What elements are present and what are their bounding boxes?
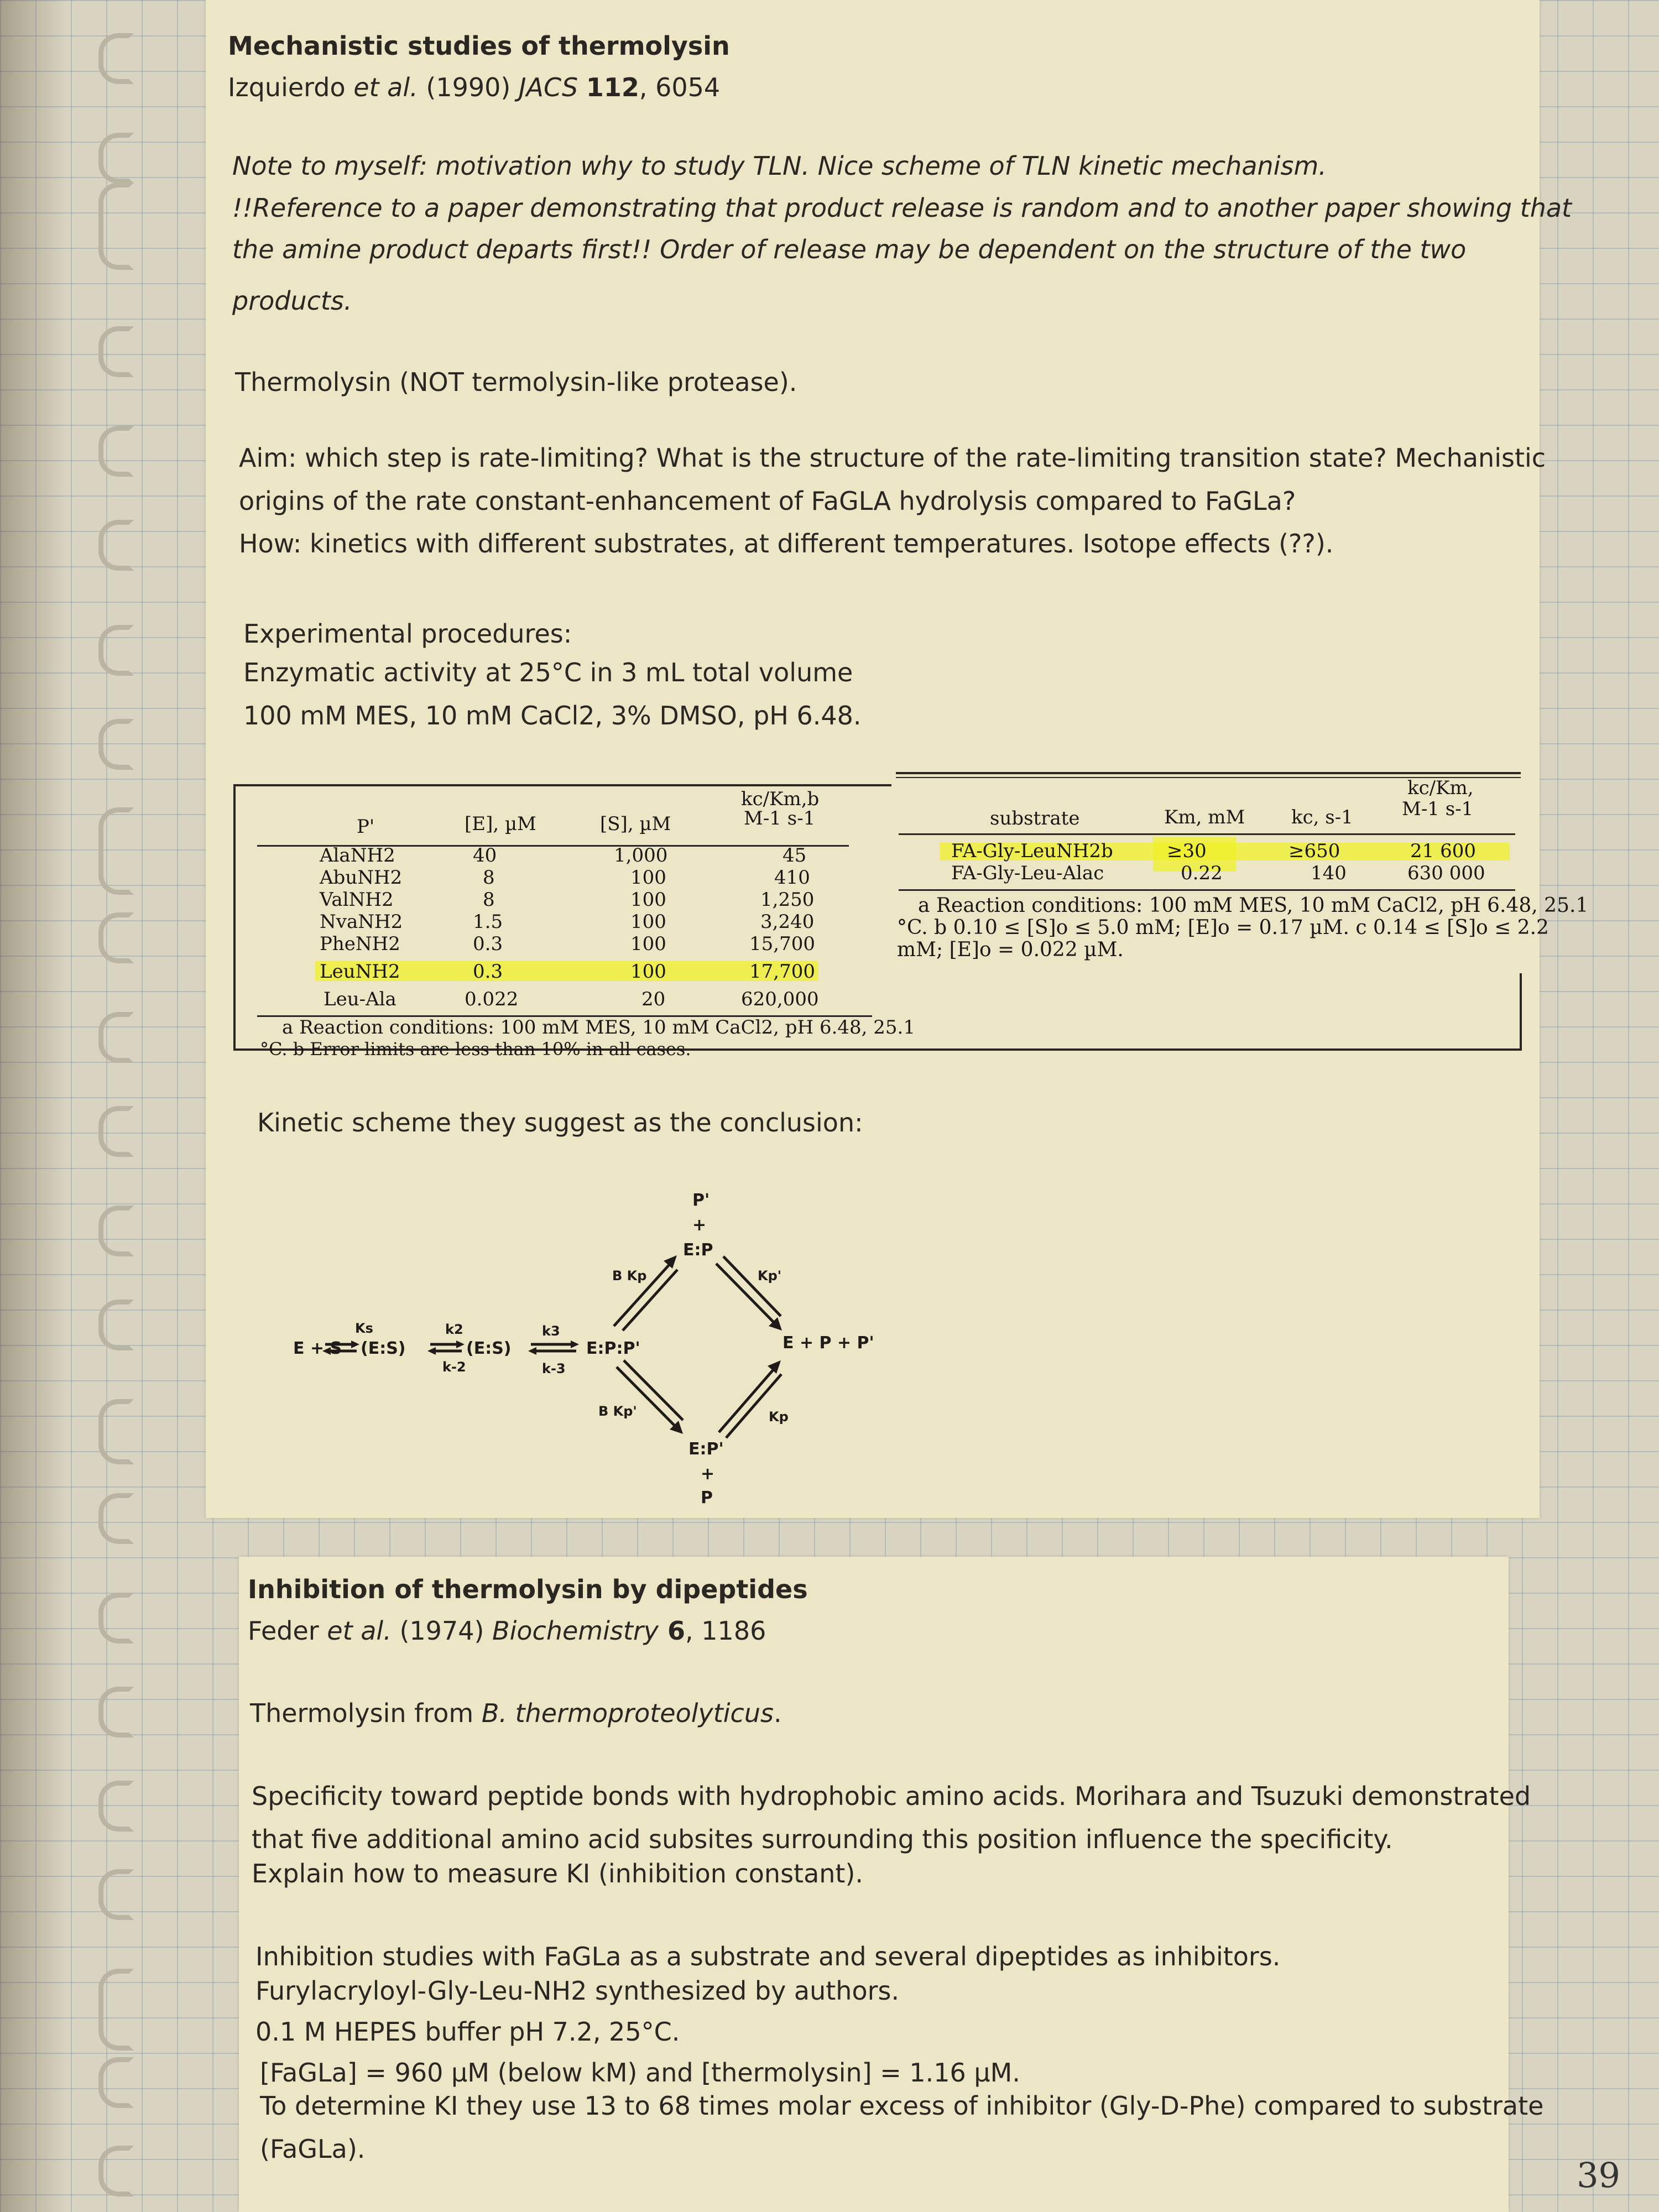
table1-footnote-line1: a Reaction conditions: 100 mM MES, 10 mM CaCl2, pH 6.48, 25.1 [282, 1016, 915, 1039]
thermolysin-line: Thermolysin (NOT termolysin-like protease). [235, 367, 797, 397]
binder-ring [98, 1012, 134, 1063]
table-cell: 40 [473, 844, 497, 867]
table2-footnote-line1: a Reaction conditions: 100 mM MES, 10 mM CaCl2, pH 6.48, 25.1 [918, 894, 1589, 917]
table1-header-p: P' [357, 816, 375, 838]
table-cell: 21 600 [1410, 840, 1476, 862]
table-cell: 620,000 [741, 988, 819, 1010]
how-line: How: kinetics with different substrates, at different temperatures. Isotope effects (??). [239, 529, 1334, 559]
table-cell: 100 [630, 889, 666, 911]
kinetic-scheme-diagram [276, 1178, 912, 1515]
table-cell: 100 [630, 911, 666, 933]
binder-ring [98, 1869, 134, 1920]
scheme-e-plus-s: E + S [293, 1339, 342, 1358]
scheme-plus-top: + [692, 1215, 707, 1235]
scheme-epp: E:P:P' [586, 1339, 640, 1358]
scheme-p-bottom: P [701, 1488, 713, 1507]
scheme-bkp: B Kp [612, 1268, 647, 1284]
table1-header-kckm: kc/Km,b [741, 788, 820, 810]
paper1-citation: Izquierdo et al. (1990) JACS 112, 6054 [228, 72, 721, 102]
spec-line-3: Explain how to measure KI (inhibition constant). [252, 1859, 864, 1888]
spec-line-1: Specificity toward peptide bonds with hydrophobic amino acids. Morihara and Tsuzuki demonstrated [252, 1781, 1531, 1811]
table-cell: ≥650 [1288, 840, 1340, 862]
table-cell: 45 [782, 844, 807, 867]
source-line: Thermolysin from B. thermoproteolyticus. [250, 1698, 782, 1728]
table-cell: 0.3 [473, 961, 503, 983]
exp-title: Experimental procedures: [243, 619, 572, 649]
table-cell: 3,240 [760, 911, 815, 933]
binder-ring [98, 182, 134, 270]
table1-header-s: [S], µM [600, 813, 671, 835]
scheme-e-plus-p-plus-p-prime: E + P + P' [782, 1333, 874, 1353]
binder-ring [98, 912, 134, 963]
table2-footnote-line2: °C. b 0.10 ≤ [S]o ≤ 5.0 mM; [E]o = 0.17 µM. c 0.14 ≤ [S]o ≤ 2.2 [897, 916, 1549, 939]
table-cell: 8 [483, 867, 495, 889]
table2-header-units: M-1 s-1 [1402, 798, 1474, 820]
binder-ring [98, 1687, 134, 1738]
binder-ring [98, 719, 134, 770]
inhibition-line-3: 0.1 M HEPES buffer pH 7.2, 25°C. [255, 2017, 680, 2047]
note-line-4: products. [232, 286, 352, 316]
scheme-ep-top: E:P [683, 1240, 713, 1260]
table-row: LeuNH2 [320, 961, 400, 983]
table-cell: 140 [1311, 862, 1347, 884]
table1-footnote-line2: °C. b Error limits are less than 10% in all cases. [260, 1039, 691, 1060]
binder-ring [98, 1969, 134, 2051]
table2-header-kc: kc, s-1 [1291, 806, 1353, 828]
inhibition-line-4: [FaGLa] = 960 µM (below kM) and [thermolysin] = 1.16 µM. [260, 2058, 1020, 2088]
binder-ring [98, 1781, 134, 1832]
table-row: AlaNH2 [320, 844, 395, 867]
scheme-p-prime-top: P' [692, 1191, 710, 1210]
table-cell: 20 [641, 988, 666, 1010]
scheme-bkp-prime: B Kp' [598, 1404, 637, 1419]
inhibition-line-6: (FaGLa). [260, 2134, 366, 2164]
spec-line-2: that five additional amino acid subsites surrounding this position influence the specificity. [252, 1824, 1393, 1854]
table1-header-units: M-1 s-1 [744, 807, 816, 830]
aim-line-2: origins of the rate constant-enhancement of FaGLA hydrolysis compared to FaGLa? [239, 486, 1296, 516]
table-cell: 1.5 [473, 911, 503, 933]
note-line-3: the amine product departs first!! Order of release may be dependent on the structure of the two [232, 234, 1467, 264]
scheme-plus-bottom: + [701, 1464, 715, 1484]
binder-ring [98, 426, 134, 477]
table-cell: 0.22 [1181, 862, 1223, 884]
binder-ring [98, 33, 134, 84]
table-row: NvaNH2 [320, 911, 403, 933]
scheme-kp-prime: Kp' [758, 1268, 782, 1284]
binder-ring [98, 520, 134, 571]
table-cell: 17,700 [749, 961, 815, 983]
binder-ring [98, 807, 134, 895]
binder-ring [98, 2146, 134, 2197]
exp-line-1: Enzymatic activity at 25°C in 3 mL total volume [243, 658, 853, 687]
binder-ring [98, 326, 134, 377]
scheme-k-minus-2: k-2 [442, 1359, 466, 1375]
table-row: Leu-Ala [324, 988, 397, 1010]
scheme-es2: (E:S) [466, 1339, 512, 1358]
paper2-citation: Feder et al. (1974) Biochemistry 6, 1186 [248, 1616, 766, 1646]
binder-ring [98, 133, 134, 184]
table-cell: 410 [774, 867, 810, 889]
scheme-caption: Kinetic scheme they suggest as the conclusion: [257, 1108, 863, 1138]
table-cell: 0.022 [465, 988, 519, 1010]
paper2-title: Inhibition of thermolysin by dipeptides [248, 1574, 808, 1604]
table-cell: 15,700 [749, 933, 815, 955]
table-cell: 0.3 [473, 933, 503, 955]
binder-ring [98, 2057, 134, 2108]
scheme-k3: k3 [542, 1323, 560, 1339]
table2-header-km: Km, mM [1164, 806, 1245, 828]
table-row: FA-Gly-LeuNH2b [951, 840, 1113, 862]
note-line-2: !!Reference to a paper demonstrating that product release is random and to another paper showing that [232, 193, 1572, 223]
binder-ring [98, 1300, 134, 1350]
binder-ring [98, 1106, 134, 1157]
table2-footnote-line3: mM; [E]o = 0.022 µM. [897, 938, 1124, 961]
scheme-k-minus-3: k-3 [542, 1361, 566, 1376]
scheme-k2: k2 [445, 1322, 463, 1337]
scheme-es1: (E:S) [361, 1339, 406, 1358]
inhibition-line-2: Furylacryloyl-Gly-Leu-NH2 synthesized by authors. [255, 1976, 900, 2006]
binder-ring [98, 1399, 134, 1464]
inhibition-line-5: To determine KI they use 13 to 68 times molar excess of inhibitor (Gly-D-Phe) compared to substrate [260, 2091, 1544, 2121]
binder-ring [98, 625, 134, 676]
table-row: FA-Gly-Leu-Alac [951, 862, 1104, 884]
table-row: PheNH2 [320, 933, 400, 955]
table-cell: 100 [630, 933, 666, 955]
table-row: AbuNH2 [320, 867, 403, 889]
binder-ring [98, 1206, 134, 1256]
table-cell: 8 [483, 889, 495, 911]
aim-line-1: Aim: which step is rate-limiting? What is the structure of the rate-limiting transition state? Mechanistic [239, 443, 1546, 473]
binder-ring [98, 1593, 134, 1644]
exp-line-2: 100 mM MES, 10 mM CaCl2, 3% DMSO, pH 6.48. [243, 701, 862, 731]
note-line-1: Note to myself: motivation why to study TLN. Nice scheme of TLN kinetic mechanism. [232, 151, 1327, 181]
scheme-ep-bottom: E:P' [688, 1439, 724, 1459]
table-cell: 1,000 [614, 844, 668, 867]
table-cell: ≥30 [1167, 840, 1207, 862]
binder-shadow [0, 0, 66, 2212]
table-row: ValNH2 [320, 889, 394, 911]
page-number: 39 [1577, 2155, 1620, 2195]
table-cell: 100 [630, 961, 666, 983]
table-cell: 1,250 [760, 889, 815, 911]
table1-header-e: [E], µM [465, 813, 536, 835]
table-cell: 100 [630, 867, 666, 889]
table2-header-kckm: kc/Km, [1407, 777, 1474, 799]
table2-header-substrate: substrate [990, 807, 1080, 830]
table-cell: 630 000 [1407, 862, 1485, 884]
scheme-ks: Ks [355, 1321, 373, 1336]
binder-ring [98, 1493, 134, 1544]
paper1-title: Mechanistic studies of thermolysin [228, 31, 730, 61]
inhibition-line-1: Inhibition studies with FaGLa as a substrate and several dipeptides as inhibitors. [255, 1942, 1281, 1971]
scheme-kp: Kp [769, 1409, 789, 1425]
